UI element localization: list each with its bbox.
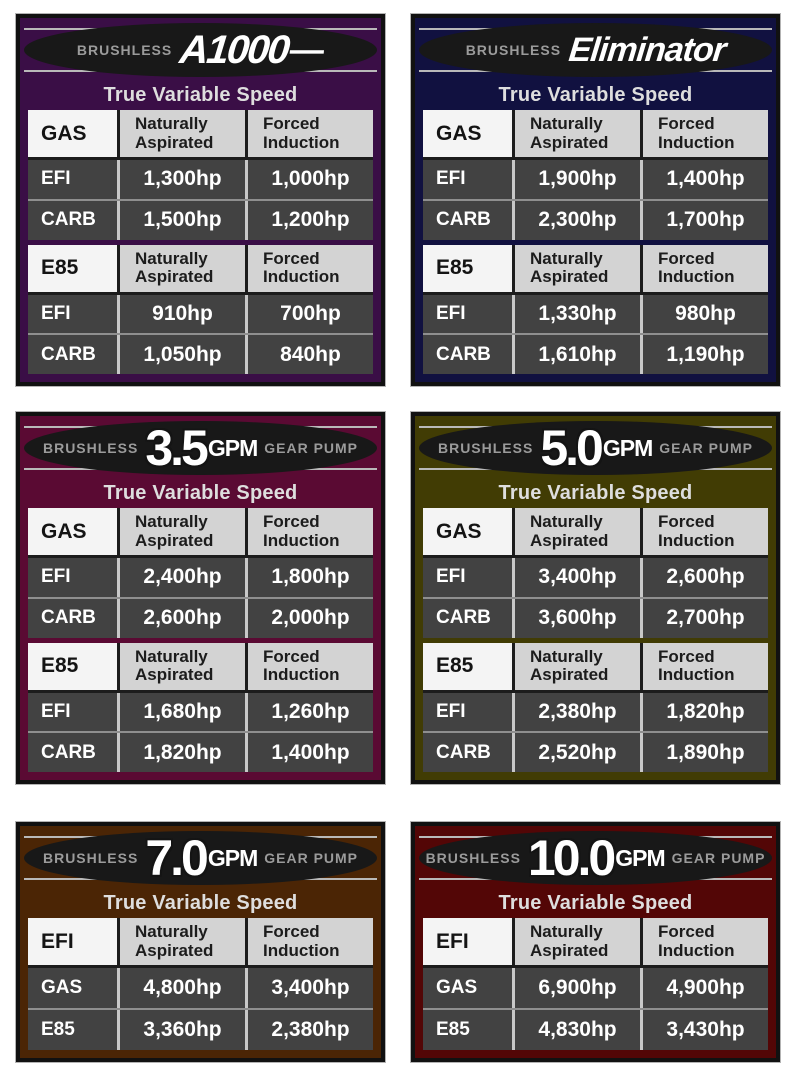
column-header-line-1: Naturally (135, 646, 208, 666)
spec-header-row (423, 643, 768, 690)
gpm-unit-label: GPM (615, 844, 665, 871)
column-header-line-1: Forced (263, 512, 320, 532)
column-header-line-2: Aspirated (530, 530, 609, 550)
column-header-naturally-aspirated (512, 918, 640, 965)
hp-value-naturally-aspirated: 4,830hp (512, 1010, 640, 1050)
row-label: CARB (423, 201, 512, 240)
brushless-label: BRUSHLESS (465, 42, 562, 58)
brand-badge (24, 23, 377, 77)
column-header-naturally-aspirated (117, 508, 245, 555)
pump-card-gpm-10-0 (411, 822, 780, 1062)
column-header-line-1: Forced (263, 922, 320, 942)
spec-data-row (423, 199, 768, 240)
spec-section-e85 (28, 643, 373, 773)
row-label: GAS (28, 968, 117, 1008)
column-header-forced-induction (245, 110, 373, 157)
column-header-line-2: Induction (658, 530, 735, 550)
hp-value-naturally-aspirated: 1,330hp (512, 295, 640, 334)
pump-card-gpm-5-0 (411, 412, 780, 784)
column-header-line-1: Forced (658, 646, 715, 666)
row-label: CARB (28, 201, 117, 240)
hp-value-forced-induction: 3,430hp (640, 1010, 768, 1050)
column-header-forced-induction (245, 245, 373, 292)
column-header-line-2: Aspirated (135, 267, 214, 286)
row-label: EFI (423, 160, 512, 199)
row-label: CARB (28, 733, 117, 772)
variable-speed-subtitle: True Variable Speed (103, 83, 298, 106)
hp-value-forced-induction: 1,700hp (640, 201, 768, 240)
hp-value-forced-induction: 1,200hp (245, 201, 373, 240)
card-row-3 (16, 822, 785, 1062)
spec-data-row (423, 690, 768, 732)
column-header-naturally-aspirated (117, 245, 245, 292)
spec-section-gas (28, 110, 373, 240)
row-label: EFI (423, 295, 512, 334)
column-header-line-1: Forced (263, 646, 320, 666)
brand-badge (24, 421, 377, 475)
hp-value-forced-induction: 1,820hp (640, 693, 768, 732)
column-header-line-2: Aspirated (530, 665, 609, 684)
spec-tables (28, 110, 373, 374)
fuel-type-cell: E85 (28, 245, 117, 292)
variable-speed-subtitle: True Variable Speed (498, 891, 693, 914)
spec-header-row (28, 110, 373, 157)
row-label: CARB (423, 335, 512, 374)
hp-value-forced-induction: 700hp (245, 295, 373, 334)
hp-value-naturally-aspirated: 2,600hp (117, 599, 245, 638)
row-label: EFI (28, 693, 117, 732)
card-header (419, 20, 772, 80)
spec-section-gas (423, 508, 768, 638)
card-row-2 (16, 412, 785, 784)
hp-value-naturally-aspirated: 3,600hp (512, 599, 640, 638)
spec-section-efi (423, 918, 768, 1050)
row-label: EFI (423, 693, 512, 732)
row-label: CARB (423, 733, 512, 772)
column-header-forced-induction (245, 508, 373, 555)
column-header-line-1: Forced (658, 922, 715, 942)
variable-speed-subtitle: True Variable Speed (103, 481, 298, 504)
spec-section-gas (423, 110, 768, 240)
column-header-line-1: Naturally (530, 922, 603, 942)
column-header-line-2: Induction (658, 940, 735, 960)
fuel-type-cell: GAS (423, 508, 512, 555)
spec-data-row (28, 555, 373, 597)
spec-data-row (423, 1008, 768, 1050)
hp-value-naturally-aspirated: 2,380hp (512, 693, 640, 732)
column-header-forced-induction (640, 643, 768, 690)
brand-badge (419, 421, 772, 475)
spec-data-row (28, 597, 373, 638)
column-header-line-2: Aspirated (530, 132, 609, 152)
variable-speed-subtitle: True Variable Speed (498, 481, 693, 504)
hp-value-naturally-aspirated: 2,400hp (117, 558, 245, 597)
hp-value-forced-induction: 3,400hp (245, 968, 373, 1008)
row-label: GAS (423, 968, 512, 1008)
gpm-value: 7.0 (145, 829, 206, 886)
column-header-forced-induction (245, 918, 373, 965)
row-label: EFI (28, 160, 117, 199)
gear-pump-label: GEAR PUMP (659, 440, 754, 456)
column-header-line-1: Forced (658, 248, 715, 268)
brand-badge (419, 23, 772, 77)
row-label: CARB (28, 599, 117, 638)
gear-pump-label: GEAR PUMP (264, 440, 359, 456)
fuel-type-cell: E85 (423, 245, 512, 292)
column-header-line-2: Induction (263, 267, 340, 286)
column-header-forced-induction (245, 643, 373, 690)
brand-badge (24, 831, 377, 885)
column-header-naturally-aspirated (512, 110, 640, 157)
spec-tables (423, 918, 768, 1050)
fuel-type-cell: E85 (28, 643, 117, 690)
column-header-forced-induction (640, 508, 768, 555)
spec-data-row (28, 157, 373, 199)
pump-card-gpm-7-0 (16, 822, 385, 1062)
product-logo: Eliminator (567, 31, 728, 69)
spec-data-row (423, 333, 768, 374)
spec-data-row (28, 731, 373, 772)
column-header-line-2: Induction (658, 267, 735, 286)
column-header-line-2: Aspirated (530, 940, 609, 960)
spec-data-row (423, 731, 768, 772)
hp-value-naturally-aspirated: 3,360hp (117, 1010, 245, 1050)
gpm-value: 5.0 (540, 419, 601, 476)
hp-value-naturally-aspirated: 1,900hp (512, 160, 640, 199)
spec-data-row (423, 292, 768, 334)
hp-value-naturally-aspirated: 4,800hp (117, 968, 245, 1008)
hp-value-forced-induction: 840hp (245, 335, 373, 374)
column-header-forced-induction (640, 918, 768, 965)
logo-swoosh: — (288, 31, 327, 69)
product-logo: A1000 (177, 28, 291, 72)
spec-data-row (28, 690, 373, 732)
column-header-naturally-aspirated (117, 918, 245, 965)
hp-value-forced-induction: 1,000hp (245, 160, 373, 199)
column-header-naturally-aspirated (117, 110, 245, 157)
hp-value-forced-induction: 1,890hp (640, 733, 768, 772)
column-header-line-1: Naturally (530, 248, 603, 268)
gpm-value: 10.0 (527, 829, 614, 886)
hp-value-forced-induction: 4,900hp (640, 968, 768, 1008)
variable-speed-subtitle: True Variable Speed (103, 891, 298, 914)
hp-value-forced-induction: 980hp (640, 295, 768, 334)
card-header (419, 418, 772, 478)
spec-data-row (28, 1008, 373, 1050)
column-header-line-2: Induction (263, 132, 340, 152)
spec-tables (28, 918, 373, 1050)
spec-tables (423, 508, 768, 772)
card-header (419, 828, 772, 888)
fuel-type-cell: E85 (423, 643, 512, 690)
hp-value-forced-induction: 2,380hp (245, 1010, 373, 1050)
brushless-label: BRUSHLESS (42, 850, 139, 866)
hp-value-naturally-aspirated: 3,400hp (512, 558, 640, 597)
hp-value-forced-induction: 1,800hp (245, 558, 373, 597)
hp-value-naturally-aspirated: 6,900hp (512, 968, 640, 1008)
gpm-unit-label: GPM (602, 434, 653, 461)
column-header-line-1: Naturally (135, 114, 208, 134)
spec-data-row (423, 965, 768, 1008)
column-header-naturally-aspirated (512, 245, 640, 292)
column-header-naturally-aspirated (512, 643, 640, 690)
spec-section-e85 (423, 643, 768, 773)
column-header-naturally-aspirated (512, 508, 640, 555)
row-label: EFI (28, 295, 117, 334)
column-header-line-2: Aspirated (135, 530, 214, 550)
row-label: EFI (28, 558, 117, 597)
column-header-naturally-aspirated (117, 643, 245, 690)
spec-data-row (423, 597, 768, 638)
column-header-line-1: Naturally (135, 922, 208, 942)
column-header-line-2: Aspirated (530, 267, 609, 286)
spec-section-gas (28, 508, 373, 638)
column-header-line-1: Naturally (530, 114, 603, 134)
brushless-label: BRUSHLESS (76, 42, 173, 58)
column-header-line-2: Induction (263, 940, 340, 960)
hp-value-forced-induction: 2,700hp (640, 599, 768, 638)
column-header-line-1: Forced (263, 114, 320, 134)
hp-value-forced-induction: 1,400hp (245, 733, 373, 772)
row-label: EFI (423, 558, 512, 597)
hp-value-naturally-aspirated: 1,500hp (117, 201, 245, 240)
spec-header-row (423, 110, 768, 157)
spec-tables (28, 508, 373, 772)
column-header-line-2: Induction (263, 665, 340, 684)
column-header-line-2: Aspirated (135, 665, 214, 684)
row-label: E85 (423, 1010, 512, 1050)
hp-value-forced-induction: 2,000hp (245, 599, 373, 638)
hp-value-forced-induction: 1,190hp (640, 335, 768, 374)
column-header-line-1: Forced (658, 512, 715, 532)
pump-card-a1000 (16, 14, 385, 386)
column-header-line-1: Naturally (135, 248, 208, 268)
gear-pump-label: GEAR PUMP (264, 850, 359, 866)
gpm-value: 3.5 (145, 419, 206, 476)
hp-value-naturally-aspirated: 1,680hp (117, 693, 245, 732)
column-header-line-2: Induction (658, 132, 735, 152)
spec-header-row (28, 245, 373, 292)
column-header-line-1: Forced (658, 114, 715, 134)
spec-header-row (423, 508, 768, 555)
spec-header-row (28, 508, 373, 555)
card-row-1 (16, 14, 785, 386)
spec-tables (423, 110, 768, 374)
gpm-unit-label: GPM (207, 844, 258, 871)
pump-card-gpm-3-5 (16, 412, 385, 784)
hp-value-naturally-aspirated: 2,300hp (512, 201, 640, 240)
spec-data-row (28, 333, 373, 374)
spec-header-row (423, 918, 768, 965)
hp-value-naturally-aspirated: 1,820hp (117, 733, 245, 772)
spec-section-e85 (423, 245, 768, 375)
column-header-line-1: Naturally (135, 512, 208, 532)
hp-value-naturally-aspirated: 1,610hp (512, 335, 640, 374)
spec-section-efi (28, 918, 373, 1050)
fuel-type-cell: EFI (423, 918, 512, 965)
column-header-forced-induction (640, 245, 768, 292)
spec-header-row (423, 245, 768, 292)
hp-value-forced-induction: 1,400hp (640, 160, 768, 199)
hp-value-naturally-aspirated: 2,520hp (512, 733, 640, 772)
column-header-forced-induction (640, 110, 768, 157)
gear-pump-label: GEAR PUMP (671, 850, 766, 866)
hp-value-naturally-aspirated: 910hp (117, 295, 245, 334)
spec-data-row (28, 965, 373, 1008)
fuel-type-cell: GAS (423, 110, 512, 157)
brand-badge (419, 831, 772, 885)
fuel-type-cell: GAS (28, 110, 117, 157)
brushless-label: BRUSHLESS (425, 850, 521, 866)
spec-data-row (423, 555, 768, 597)
column-header-line-1: Naturally (530, 512, 603, 532)
spec-header-row (28, 918, 373, 965)
card-header (24, 828, 377, 888)
fuel-type-cell: GAS (28, 508, 117, 555)
fuel-type-cell: EFI (28, 918, 117, 965)
spec-header-row (28, 643, 373, 690)
variable-speed-subtitle: True Variable Speed (498, 83, 693, 106)
spec-section-e85 (28, 245, 373, 375)
column-header-line-2: Aspirated (135, 132, 214, 152)
pump-card-eliminator (411, 14, 780, 386)
spec-data-row (28, 199, 373, 240)
row-label: CARB (28, 335, 117, 374)
column-header-line-2: Induction (263, 530, 340, 550)
hp-value-forced-induction: 2,600hp (640, 558, 768, 597)
hp-value-forced-induction: 1,260hp (245, 693, 373, 732)
column-header-line-1: Naturally (530, 646, 603, 666)
gpm-unit-label: GPM (207, 434, 258, 461)
brushless-label: BRUSHLESS (42, 440, 139, 456)
card-header (24, 20, 377, 80)
hp-value-naturally-aspirated: 1,050hp (117, 335, 245, 374)
row-label: CARB (423, 599, 512, 638)
column-header-line-1: Forced (263, 248, 320, 268)
hp-value-naturally-aspirated: 1,300hp (117, 160, 245, 199)
row-label: E85 (28, 1010, 117, 1050)
spec-data-row (423, 157, 768, 199)
column-header-line-2: Aspirated (135, 940, 214, 960)
card-header (24, 418, 377, 478)
column-header-line-2: Induction (658, 665, 735, 684)
brushless-label: BRUSHLESS (437, 440, 534, 456)
spec-data-row (28, 292, 373, 334)
